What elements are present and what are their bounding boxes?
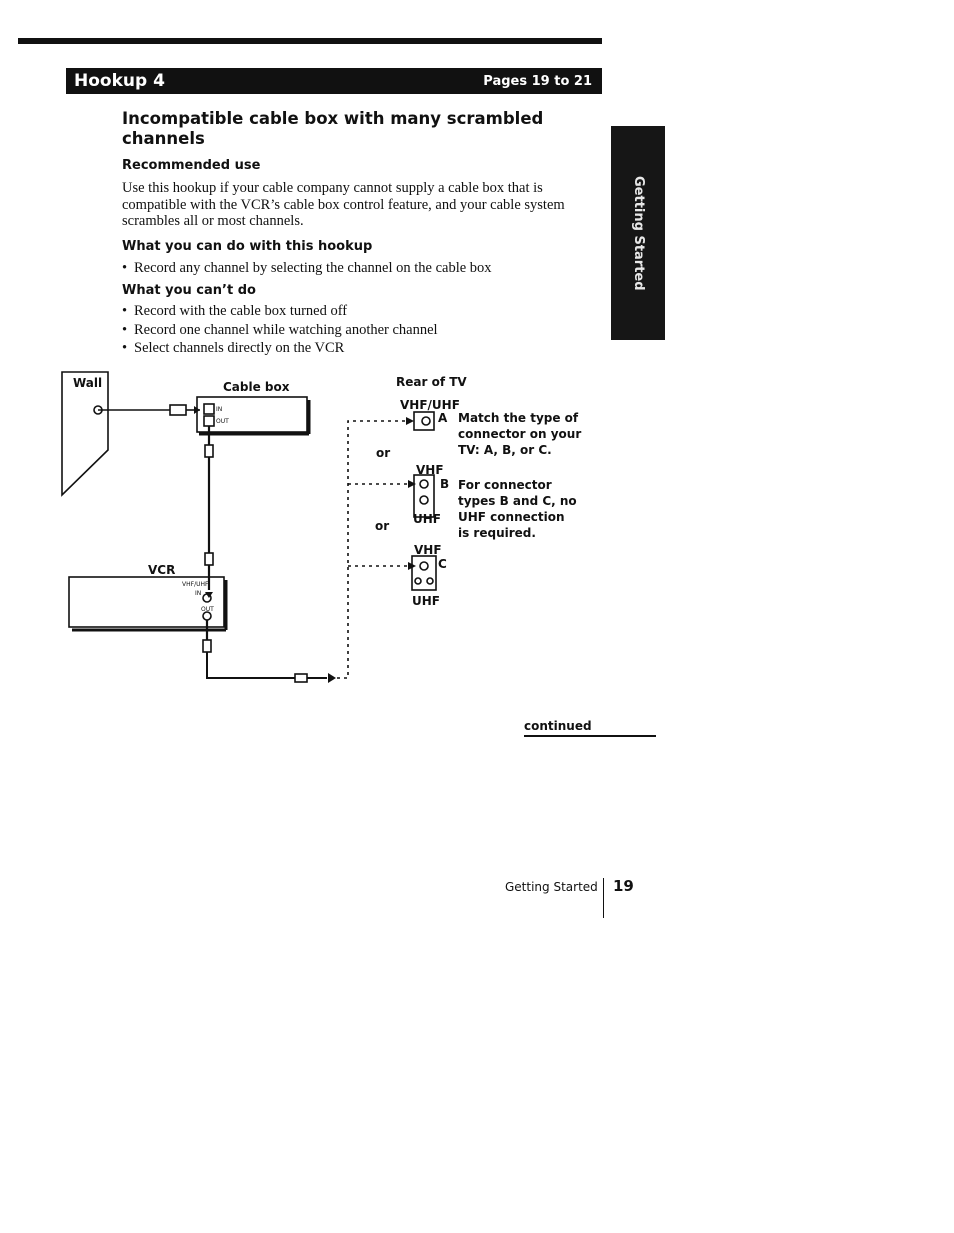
section-title: Hookup 4: [74, 71, 165, 91]
vcr-out-label: OUT: [201, 606, 214, 613]
continued-rule: [524, 735, 656, 737]
out-label: OUT: [216, 418, 229, 425]
note-line: Match the type of: [458, 411, 579, 425]
connector-b-letter: B: [440, 477, 450, 491]
uhf-b-label: UHF: [413, 512, 441, 526]
jack-icon: [422, 417, 430, 425]
recommended-text: [122, 180, 602, 230]
side-tab: [611, 126, 665, 340]
vhf-uhf-label: VHF/UHF: [400, 398, 460, 412]
connector-icon: [205, 553, 213, 565]
vhf-c-label: VHF: [414, 543, 442, 557]
list-item: • Select channels directly on the VCR: [122, 339, 438, 358]
note-line: TV: A, B, or C.: [458, 443, 552, 457]
list-item: • Record any channel by selecting the channel on the cable box: [122, 259, 492, 278]
connector-icon: [203, 640, 211, 652]
uhf-c-label: UHF: [412, 594, 440, 608]
cant-do-heading: What you can’t do: [122, 283, 256, 298]
vcr-out-jack-icon: [203, 612, 211, 620]
list-item: • Record one channel while watching another channel: [122, 321, 438, 340]
jack-icon: [427, 578, 433, 584]
vcr-in-label: IN: [195, 590, 202, 597]
jack-icon: [420, 562, 428, 570]
jack-icon: [420, 496, 428, 504]
note-uhf: [458, 477, 577, 541]
connector-icon: [170, 405, 186, 415]
or-label: or: [375, 519, 390, 533]
page-number: 19: [613, 877, 634, 895]
rear-tv-label: Rear of TV: [396, 375, 467, 389]
connector-c-icon: [412, 556, 436, 590]
footer-divider: [603, 878, 604, 918]
wall-shape: [62, 372, 108, 495]
page-title: [122, 109, 602, 149]
footer-section: Getting Started: [505, 880, 598, 894]
title-line-2: channels: [122, 129, 205, 148]
wall-label: Wall: [73, 376, 103, 390]
continued-label: continued: [524, 719, 592, 733]
connector-c-letter: C: [438, 557, 447, 571]
vcr-vhf-uhf-label: VHF/UHF: [182, 581, 209, 588]
section-header: [66, 68, 602, 94]
recommended-line: scrambles all or most channels.: [122, 213, 304, 229]
in-jack-icon: [204, 404, 214, 414]
side-tab-label: Getting Started: [631, 175, 646, 291]
note-line: UHF connection: [458, 510, 565, 524]
page-range: Pages 19 to 21: [483, 74, 592, 89]
vhf-b-label: VHF: [416, 463, 444, 477]
note-connector-type: [458, 410, 581, 458]
can-do-heading: What you can do with this hookup: [122, 239, 373, 254]
or-label: or: [376, 446, 391, 460]
cable-box-label: Cable box: [223, 380, 290, 394]
arrow-icon: [406, 417, 414, 425]
can-do-list: [122, 259, 492, 278]
title-line-1: Incompatible cable box with many scrambled: [122, 109, 544, 128]
jack-icon: [420, 480, 428, 488]
connector-a-icon: [414, 412, 434, 430]
list-item: • Record with the cable box turned off: [122, 302, 438, 321]
out-jack-icon: [204, 416, 214, 426]
note-line: connector on your: [458, 427, 582, 441]
connector-a-letter: A: [438, 411, 448, 425]
note-line: For connector: [458, 478, 552, 492]
jack-icon: [415, 578, 421, 584]
in-label: IN: [216, 406, 223, 413]
connector-icon: [205, 445, 213, 457]
note-line: types B and C, no: [458, 494, 577, 508]
note-line: is required.: [458, 526, 536, 540]
vcr-label: VCR: [148, 563, 176, 577]
cable-line: [207, 652, 295, 678]
arrow-icon: [205, 592, 213, 598]
recommended-line: Use this hookup if your cable company cannot supply a cable box that is: [122, 180, 543, 196]
dotted-route: [330, 421, 410, 678]
hookup-diagram: [0, 360, 720, 700]
connector-icon: [295, 674, 307, 682]
arrow-icon: [328, 673, 336, 683]
recommended-line: compatible with the VCR’s cable box control feature, and your cable system: [122, 196, 565, 213]
top-rule: [18, 38, 602, 44]
cant-do-list: [122, 302, 438, 358]
recommended-heading: Recommended use: [122, 158, 261, 173]
